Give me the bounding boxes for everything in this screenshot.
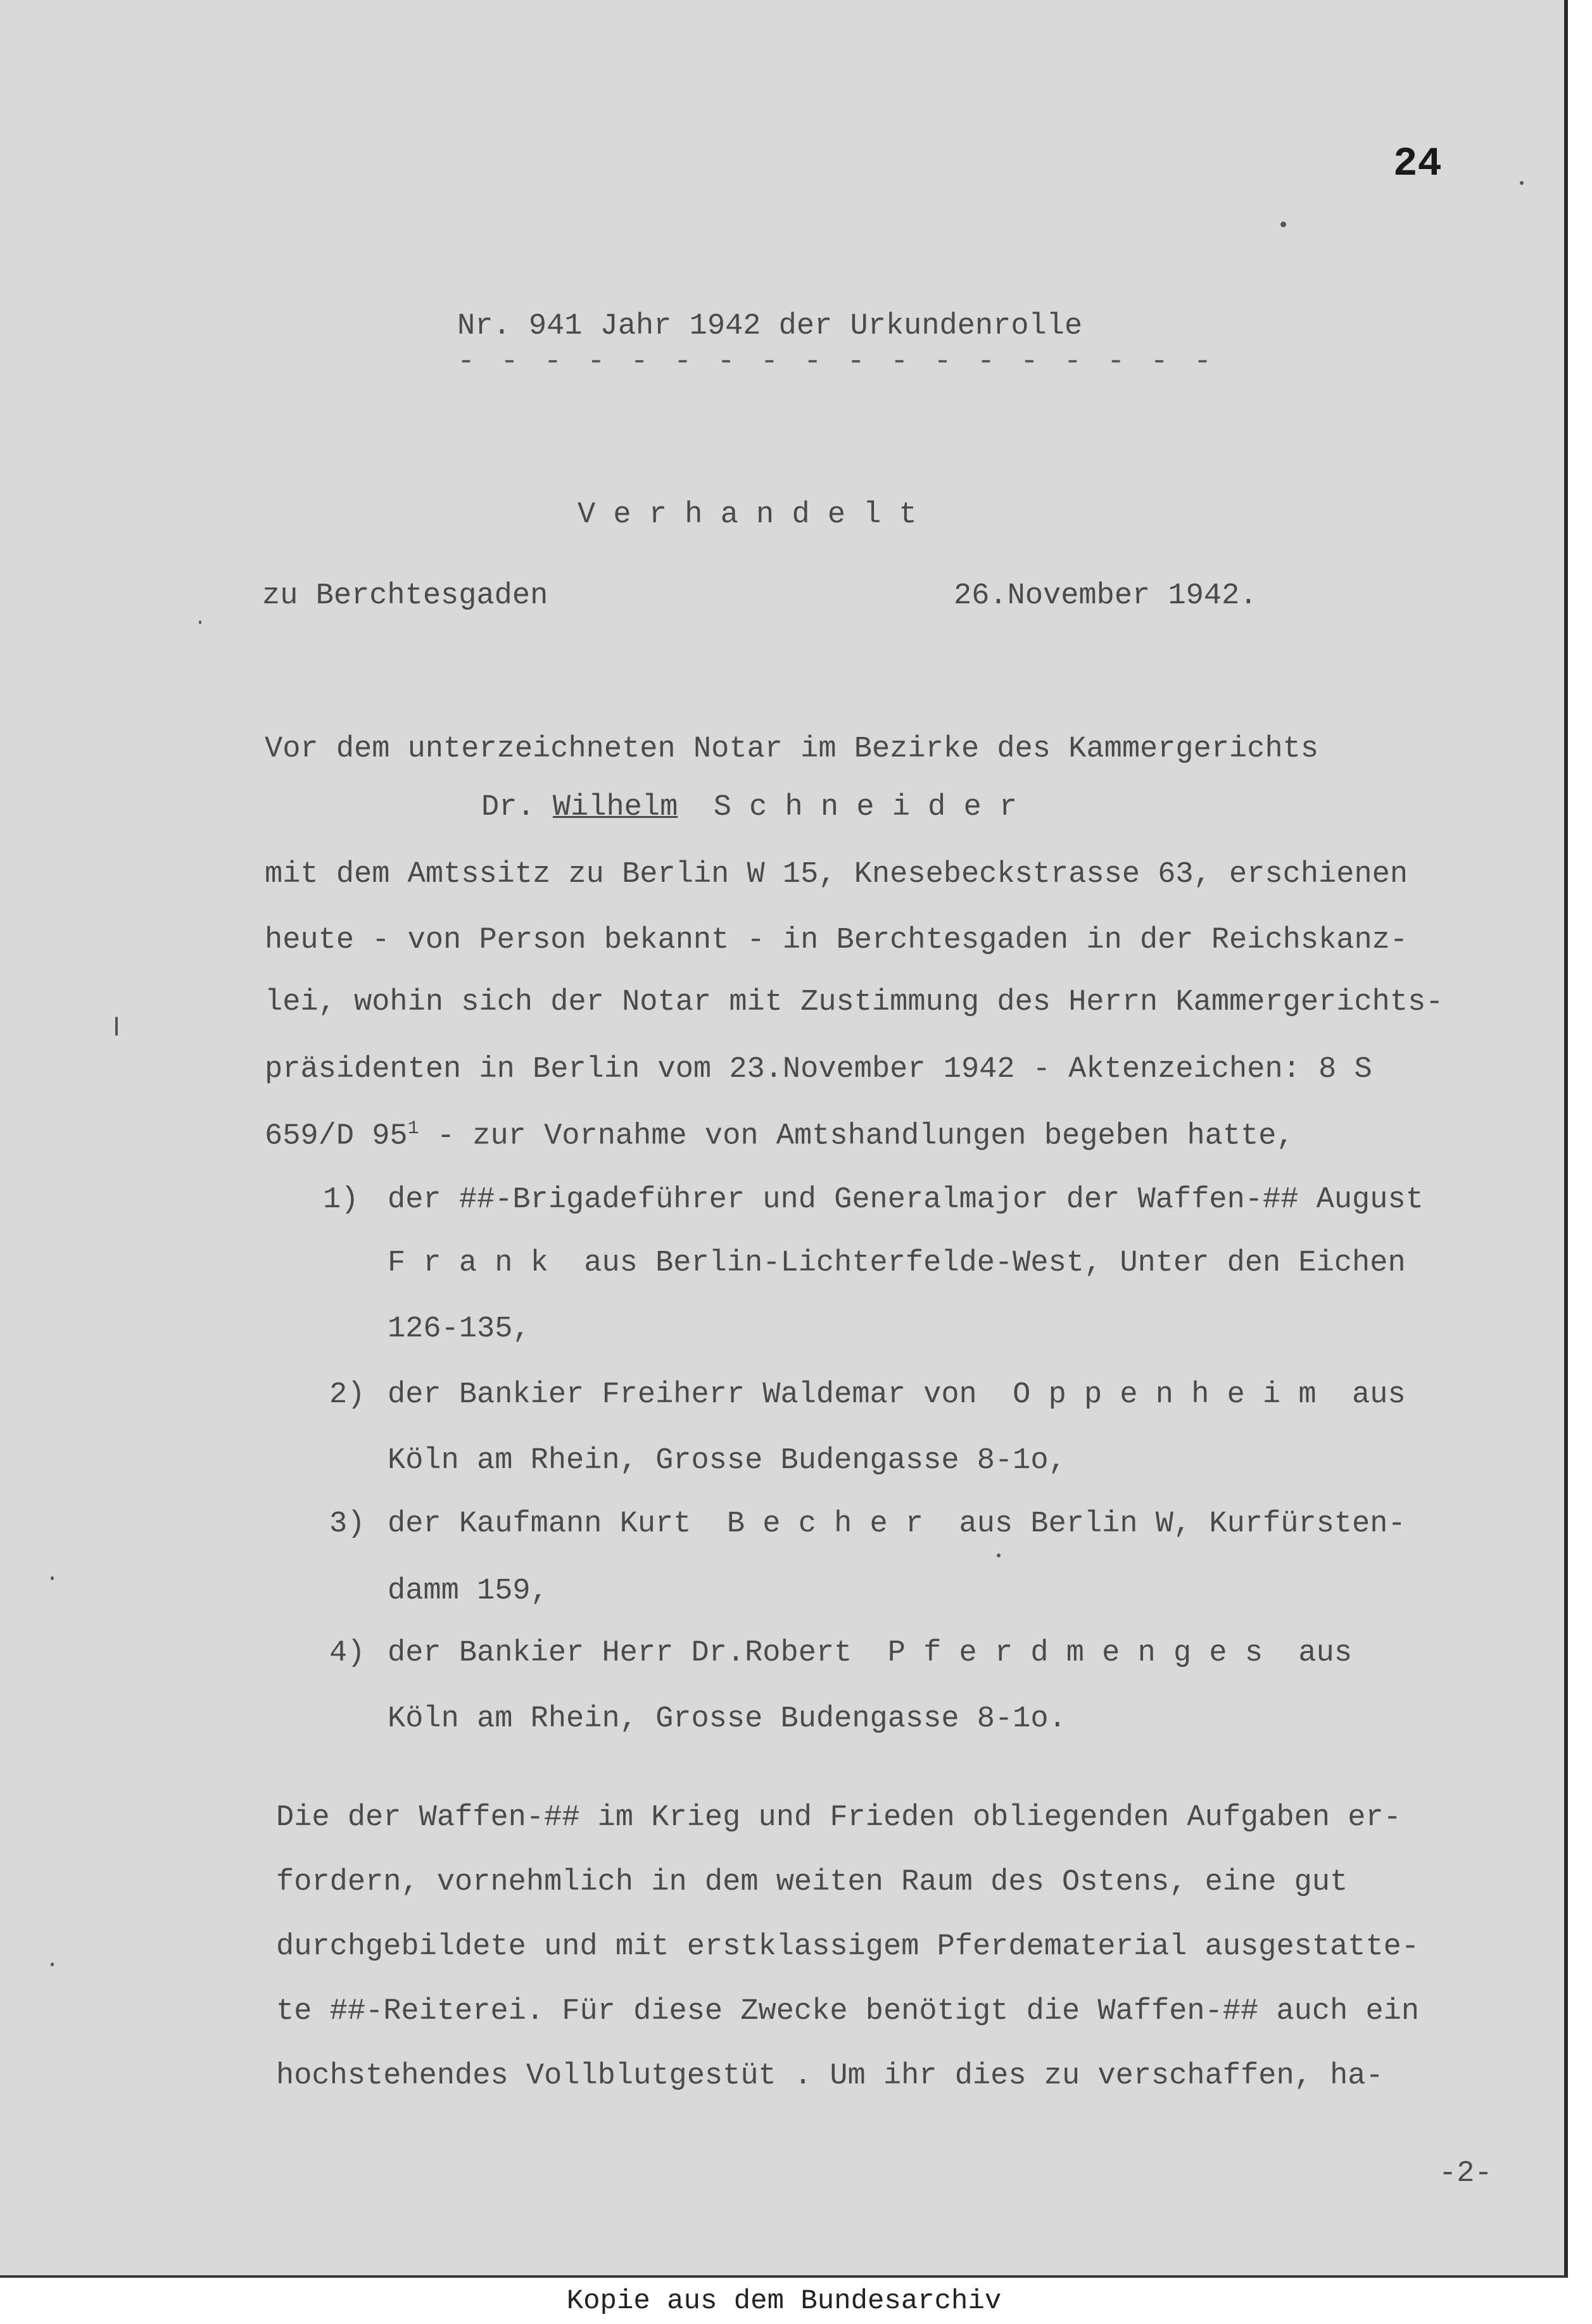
body-line-1: Die der Waffen-## im Krieg und Frieden obliegenden Aufgaben er- xyxy=(276,1801,1401,1835)
scan-speck xyxy=(1280,222,1286,227)
file-number: 659/D 95 xyxy=(265,1119,408,1153)
person-3-line-1: der Kaufmann Kurt B e c h e r aus Berlin W, Kurfürsten- xyxy=(388,1507,1406,1541)
intro-line-5: lei, wohin sich der Notar mit Zustimmung des Herrn Kammergerichts- xyxy=(265,986,1444,1019)
person-3-line-2: damm 159, xyxy=(388,1574,548,1608)
scan-speck xyxy=(115,1017,118,1036)
person-4-line-2: Köln am Rhein, Grosse Budengasse 8-1o. xyxy=(388,1702,1066,1736)
body-line-3: durchgebildete und mit erstklassigem Pferdematerial ausgestatte- xyxy=(276,1930,1420,1964)
person-1-line-2: F r a n k aus Berlin-Lichterfelde-West, Unter den Eichen xyxy=(388,1247,1406,1280)
person-3-number: 3) xyxy=(329,1507,365,1541)
file-number-superscript: 1 xyxy=(407,1118,419,1140)
body-line-2: fordern, vornehmlich in dem weiten Raum des Ostens, eine gut xyxy=(276,1866,1348,1899)
archive-footer: Kopie aus dem Bundesarchiv xyxy=(566,2285,1002,2317)
record-number-underline: - - - - - - - - - - - - - - - - - - xyxy=(457,345,1216,379)
body-line-5: hochstehendes Vollblutgestüt . Um ihr dies zu verschaffen, ha- xyxy=(276,2059,1384,2093)
intro-line-6: präsidenten in Berlin vom 23.November 1942 - Aktenzeichen: 8 S xyxy=(265,1053,1372,1086)
place-line: zu Berchtesgaden xyxy=(262,579,548,613)
notary-prefix: Dr. xyxy=(481,791,535,824)
person-1-line-3: 126-135, xyxy=(388,1312,531,1346)
scan-speck xyxy=(1520,181,1524,185)
intro-line-1: Vor dem unterzeichneten Notar im Bezirke des Kammergerichts xyxy=(265,732,1319,766)
date-line: 26.November 1942. xyxy=(954,579,1258,613)
intro-line-4: heute - von Person bekannt - in Berchtesgaden in der Reichskanz- xyxy=(265,924,1408,957)
scan-speck xyxy=(51,1963,54,1966)
document-title: V e r h a n d e l t xyxy=(578,498,917,532)
page-number: 24 xyxy=(1393,142,1442,187)
person-1-line-1: der ##-Brigadeführer und Generalmajor der Waffen-## August xyxy=(388,1183,1424,1217)
person-4-number: 4) xyxy=(329,1636,365,1670)
intro-line-7-rest: - zur Vornahme von Amtshandlungen begeben hatte, xyxy=(419,1119,1294,1153)
record-number-line: Nr. 941 Jahr 1942 der Urkundenrolle xyxy=(457,310,1083,343)
continuation-marker: -2- xyxy=(1439,2157,1493,2190)
person-1-number: 1) xyxy=(323,1183,359,1217)
intro-line-3: mit dem Amtssitz zu Berlin W 15, Knesebeckstrasse 63, erschienen xyxy=(265,858,1408,891)
intro-line-7 xyxy=(265,1119,1294,1152)
notary-first-name: Wilhelm xyxy=(552,791,678,824)
scan-speck xyxy=(997,1554,1001,1557)
person-2-line-1: der Bankier Freiherr Waldemar von O p p e n h e i m aus xyxy=(388,1378,1406,1412)
notary-name-line xyxy=(481,793,1017,822)
scan-speck xyxy=(199,620,201,624)
scan-speck xyxy=(51,1576,54,1580)
person-4-line-1: der Bankier Herr Dr.Robert P f e r d m e n g e s aus xyxy=(388,1636,1353,1670)
person-2-number: 2) xyxy=(329,1378,365,1412)
person-2-line-2: Köln am Rhein, Grosse Budengasse 8-1o, xyxy=(388,1444,1066,1478)
notary-last-name: S c h n e i d e r xyxy=(713,791,1018,824)
body-line-4: te ##-Reiterei. Für diese Zwecke benötigt die Waffen-## auch ein xyxy=(276,1995,1420,2028)
